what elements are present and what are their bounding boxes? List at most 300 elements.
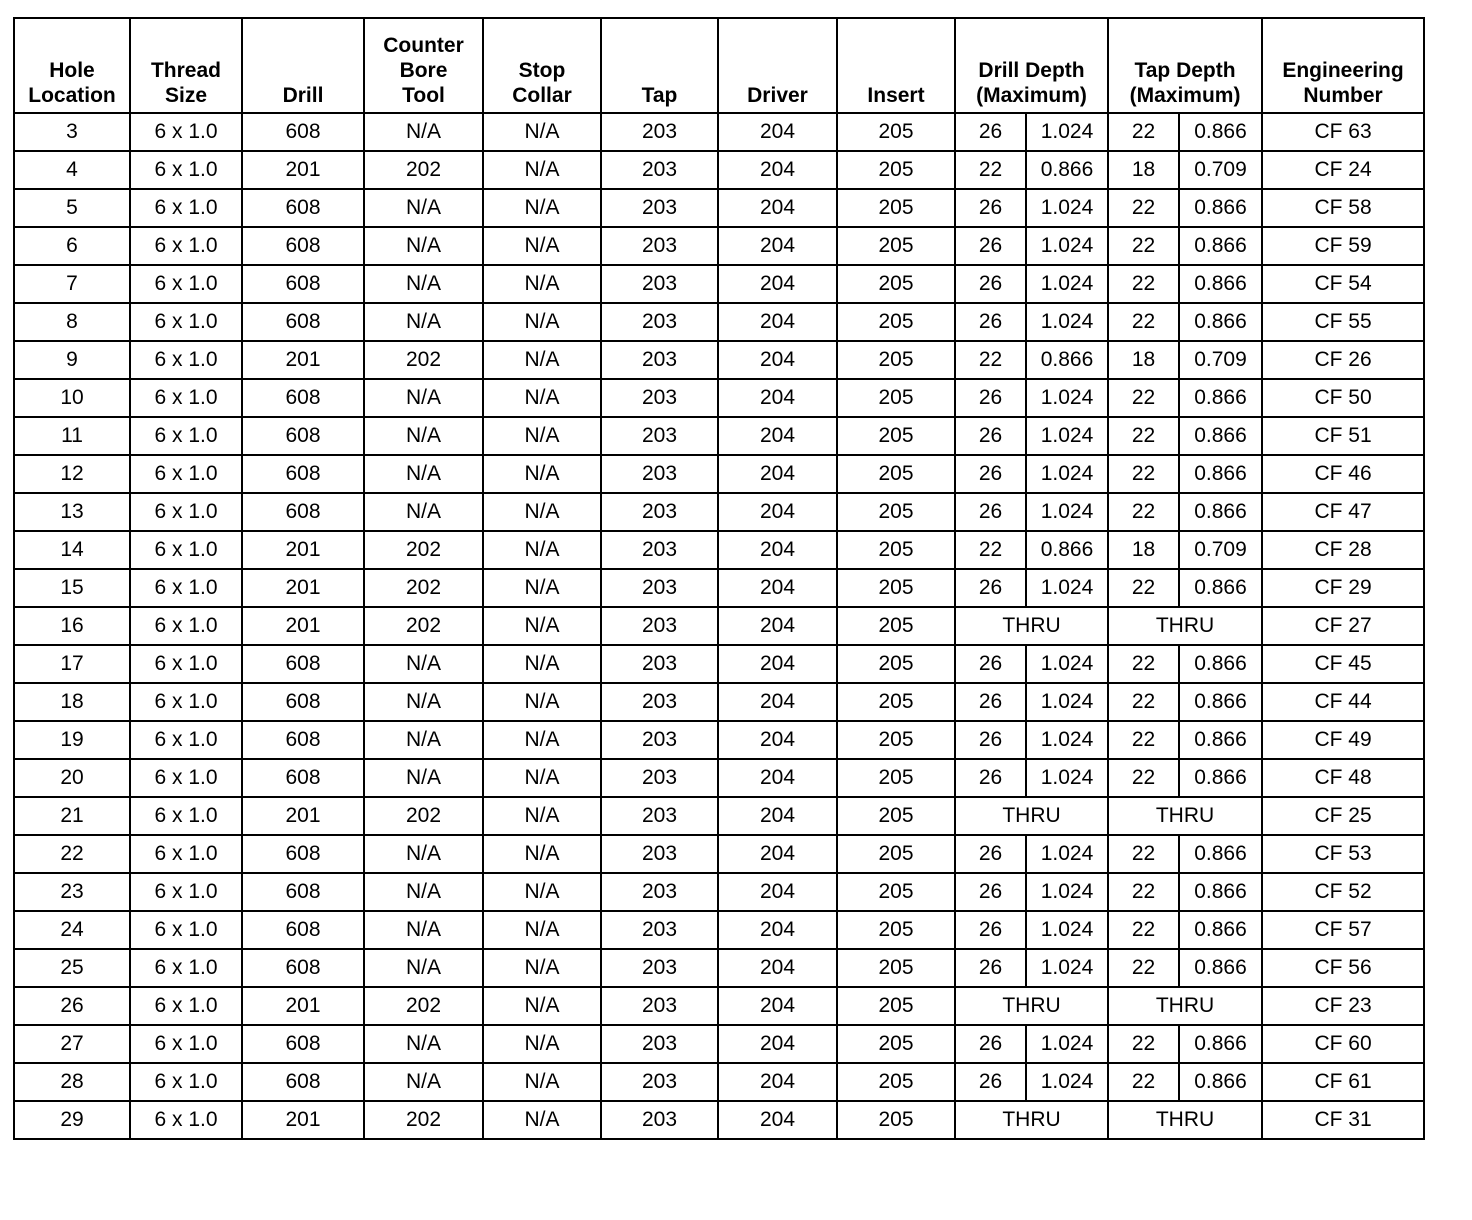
thread-size-cell: 6 x 1.0 [130,987,242,1025]
counter-bore-tool-cell: 202 [364,987,483,1025]
tap-depth-mm-cell: 18 [1108,341,1179,379]
engineering-number-cell: CF 31 [1262,1101,1424,1139]
counter-bore-tool-cell: N/A [364,721,483,759]
tap-depth-in-cell: 0.866 [1179,835,1262,873]
hole-location-cell: 17 [14,645,130,683]
table-header [14,18,1424,113]
tap-cell: 203 [601,303,718,341]
engineering-number-cell: CF 61 [1262,1063,1424,1101]
tap-depth-in-cell: 0.866 [1179,1063,1262,1101]
tap-cell: 203 [601,1063,718,1101]
column-header-drill-depth [955,18,1108,113]
counter-bore-tool-cell: N/A [364,379,483,417]
tap-depth-mm-cell: 22 [1108,911,1179,949]
tap-depth-in-cell: 0.866 [1179,645,1262,683]
drill-depth-in-cell: 1.024 [1026,645,1108,683]
tap-depth-in-cell: 0.866 [1179,873,1262,911]
counter-bore-tool-cell: N/A [364,417,483,455]
insert-cell: 205 [837,683,955,721]
drill-cell: 608 [242,493,364,531]
counter-bore-tool-cell: N/A [364,265,483,303]
engineering-number-cell: CF 59 [1262,227,1424,265]
drill-cell: 201 [242,151,364,189]
engineering-number-cell: CF 53 [1262,835,1424,873]
header-line: (Maximum) [976,84,1087,107]
insert-cell: 205 [837,1063,955,1101]
drill-depth-mm-cell: 26 [955,1025,1026,1063]
tap-depth-mm-cell: 22 [1108,683,1179,721]
driver-cell: 204 [718,455,837,493]
engineering-number-cell: CF 60 [1262,1025,1424,1063]
hole-location-cell: 11 [14,417,130,455]
drill-depth-mm-cell: 26 [955,683,1026,721]
column-header-tap-depth [1108,18,1262,113]
hole-location-cell: 24 [14,911,130,949]
tap-depth-mm-cell: 18 [1108,151,1179,189]
thread-size-cell: 6 x 1.0 [130,341,242,379]
table-row [14,911,1424,949]
insert-cell: 205 [837,911,955,949]
tap-depth-mm-cell: 22 [1108,759,1179,797]
driver-cell: 204 [718,759,837,797]
engineering-number-cell: CF 27 [1262,607,1424,645]
stop-collar-cell: N/A [483,683,601,721]
engineering-number-cell: CF 29 [1262,569,1424,607]
tap-cell: 203 [601,151,718,189]
drill-depth-in-cell: 1.024 [1026,683,1108,721]
drill-cell: 608 [242,911,364,949]
tap-cell: 203 [601,949,718,987]
table-row [14,873,1424,911]
tap-depth-mm-cell: 22 [1108,303,1179,341]
thread-size-cell: 6 x 1.0 [130,797,242,835]
counter-bore-tool-cell: N/A [364,645,483,683]
drill-depth-mm-cell: 26 [955,265,1026,303]
drill-depth-mm-cell: 26 [955,455,1026,493]
insert-cell: 205 [837,569,955,607]
tap-cell: 203 [601,1025,718,1063]
stop-collar-cell: N/A [483,113,601,151]
drill-depth-mm-cell: 26 [955,835,1026,873]
drill-cell: 608 [242,683,364,721]
thread-size-cell: 6 x 1.0 [130,113,242,151]
driver-cell: 204 [718,113,837,151]
drill-depth-in-cell: 1.024 [1026,113,1108,151]
tap-depth-mm-cell: 22 [1108,113,1179,151]
table-row [14,1025,1424,1063]
drill-cell: 201 [242,531,364,569]
table-row [14,493,1424,531]
tap-depth-mm-cell: 22 [1108,379,1179,417]
table-row [14,113,1424,151]
drill-depth-in-cell: 1.024 [1026,303,1108,341]
insert-cell: 205 [837,949,955,987]
drill-depth-mm-cell: 26 [955,303,1026,341]
table-row [14,797,1424,835]
hole-location-cell: 14 [14,531,130,569]
counter-bore-tool-cell: N/A [364,1063,483,1101]
stop-collar-cell: N/A [483,1025,601,1063]
table-row [14,607,1424,645]
driver-cell: 204 [718,645,837,683]
tooling-spec-table [13,17,1425,1140]
tap-cell: 203 [601,379,718,417]
stop-collar-cell: N/A [483,1063,601,1101]
insert-cell: 205 [837,607,955,645]
insert-cell: 205 [837,873,955,911]
drill-cell: 608 [242,645,364,683]
driver-cell: 204 [718,417,837,455]
tap-depth-in-cell: 0.866 [1179,911,1262,949]
stop-collar-cell: N/A [483,911,601,949]
tap-depth-in-cell: 0.866 [1179,721,1262,759]
hole-location-cell: 16 [14,607,130,645]
header-line: Tool [402,84,445,107]
counter-bore-tool-cell: 202 [364,569,483,607]
hole-location-cell: 8 [14,303,130,341]
drill-cell: 608 [242,1025,364,1063]
column-header-cbore [364,18,483,113]
tap-cell: 203 [601,227,718,265]
drill-cell: 608 [242,303,364,341]
table-row [14,379,1424,417]
insert-cell: 205 [837,645,955,683]
table-row [14,721,1424,759]
hole-location-cell: 12 [14,455,130,493]
thread-size-cell: 6 x 1.0 [130,151,242,189]
header-line: Collar [512,84,572,107]
tap-depth-in-cell: 0.866 [1179,1025,1262,1063]
tap-depth-mm-cell: 22 [1108,873,1179,911]
tap-cell: 203 [601,607,718,645]
drill-depth-in-cell: 1.024 [1026,569,1108,607]
drill-cell: 201 [242,797,364,835]
table-row [14,303,1424,341]
drill-depth-in-cell: 1.024 [1026,265,1108,303]
tap-cell: 203 [601,987,718,1025]
drill-cell: 608 [242,835,364,873]
counter-bore-tool-cell: N/A [364,683,483,721]
hole-location-cell: 27 [14,1025,130,1063]
drill-cell: 608 [242,417,364,455]
drill-cell: 608 [242,227,364,265]
drill-depth-mm-cell: 26 [955,873,1026,911]
drill-cell: 608 [242,721,364,759]
table-row [14,987,1424,1025]
drill-depth-mm-cell: 26 [955,417,1026,455]
stop-collar-cell: N/A [483,417,601,455]
stop-collar-cell: N/A [483,949,601,987]
hole-location-cell: 26 [14,987,130,1025]
thread-size-cell: 6 x 1.0 [130,265,242,303]
tap-depth-mm-cell: 22 [1108,835,1179,873]
drill-cell: 608 [242,759,364,797]
stop-collar-cell: N/A [483,531,601,569]
drill-cell: 608 [242,873,364,911]
hole-location-cell: 3 [14,113,130,151]
driver-cell: 204 [718,1025,837,1063]
hole-location-cell: 28 [14,1063,130,1101]
tap-cell: 203 [601,417,718,455]
drill-depth-mm-cell: 26 [955,227,1026,265]
counter-bore-tool-cell: N/A [364,759,483,797]
tap-depth-in-cell: 0.866 [1179,417,1262,455]
stop-collar-cell: N/A [483,265,601,303]
insert-cell: 205 [837,341,955,379]
drill-depth-mm-cell: 26 [955,113,1026,151]
drill-depth-in-cell: 1.024 [1026,417,1108,455]
engineering-number-cell: CF 51 [1262,417,1424,455]
tap-depth-mm-cell: 22 [1108,721,1179,759]
tap-depth-thru-cell: THRU [1108,987,1262,1025]
driver-cell: 204 [718,531,837,569]
driver-cell: 204 [718,493,837,531]
counter-bore-tool-cell: 202 [364,151,483,189]
hole-location-cell: 15 [14,569,130,607]
table-row [14,759,1424,797]
table-row [14,569,1424,607]
drill-depth-thru-cell: THRU [955,1101,1108,1139]
drill-depth-thru-cell: THRU [955,607,1108,645]
engineering-number-cell: CF 55 [1262,303,1424,341]
drill-depth-in-cell: 1.024 [1026,1025,1108,1063]
drill-depth-mm-cell: 22 [955,341,1026,379]
counter-bore-tool-cell: N/A [364,493,483,531]
drill-cell: 201 [242,607,364,645]
column-header-eng [1262,18,1424,113]
thread-size-cell: 6 x 1.0 [130,379,242,417]
stop-collar-cell: N/A [483,455,601,493]
drill-depth-in-cell: 0.866 [1026,341,1108,379]
hole-location-cell: 6 [14,227,130,265]
engineering-number-cell: CF 56 [1262,949,1424,987]
tap-depth-in-cell: 0.866 [1179,683,1262,721]
insert-cell: 205 [837,455,955,493]
table-row [14,265,1424,303]
thread-size-cell: 6 x 1.0 [130,189,242,227]
column-header-insert [837,18,955,113]
header-line: Tap Depth [1134,59,1236,82]
thread-size-cell: 6 x 1.0 [130,873,242,911]
tap-cell: 203 [601,265,718,303]
thread-size-cell: 6 x 1.0 [130,303,242,341]
tap-depth-mm-cell: 18 [1108,531,1179,569]
tap-cell: 203 [601,531,718,569]
driver-cell: 204 [718,189,837,227]
tap-depth-in-cell: 0.709 [1179,151,1262,189]
drill-cell: 608 [242,1063,364,1101]
column-header-driver [718,18,837,113]
engineering-number-cell: CF 58 [1262,189,1424,227]
stop-collar-cell: N/A [483,227,601,265]
tap-cell: 203 [601,493,718,531]
hole-location-cell: 20 [14,759,130,797]
drill-cell: 201 [242,569,364,607]
header-line: Hole [49,59,95,82]
stop-collar-cell: N/A [483,873,601,911]
tap-depth-mm-cell: 22 [1108,417,1179,455]
header-line: Counter [383,34,464,57]
drill-cell: 608 [242,113,364,151]
table-row [14,645,1424,683]
engineering-number-cell: CF 46 [1262,455,1424,493]
table-row [14,227,1424,265]
counter-bore-tool-cell: 202 [364,607,483,645]
stop-collar-cell: N/A [483,569,601,607]
driver-cell: 204 [718,379,837,417]
header-line: Size [164,84,208,107]
drill-depth-in-cell: 1.024 [1026,949,1108,987]
tap-cell: 203 [601,569,718,607]
counter-bore-tool-cell: N/A [364,835,483,873]
insert-cell: 205 [837,379,955,417]
insert-cell: 205 [837,303,955,341]
tap-cell: 203 [601,721,718,759]
counter-bore-tool-cell: 202 [364,341,483,379]
header-line: Thread [150,59,221,82]
tap-cell: 203 [601,113,718,151]
insert-cell: 205 [837,987,955,1025]
table-row [14,189,1424,227]
engineering-number-cell: CF 26 [1262,341,1424,379]
tap-cell: 203 [601,759,718,797]
drill-depth-in-cell: 1.024 [1026,721,1108,759]
stop-collar-cell: N/A [483,493,601,531]
table-row [14,341,1424,379]
drill-depth-in-cell: 1.024 [1026,911,1108,949]
engineering-number-cell: CF 25 [1262,797,1424,835]
table-row [14,151,1424,189]
table-row [14,1101,1424,1139]
thread-size-cell: 6 x 1.0 [130,683,242,721]
tap-depth-mm-cell: 22 [1108,645,1179,683]
tap-depth-in-cell: 0.709 [1179,341,1262,379]
drill-depth-in-cell: 1.024 [1026,189,1108,227]
header-line: Bore [399,59,448,82]
thread-size-cell: 6 x 1.0 [130,1025,242,1063]
table-row [14,1063,1424,1101]
thread-size-cell: 6 x 1.0 [130,531,242,569]
counter-bore-tool-cell: N/A [364,455,483,493]
thread-size-cell: 6 x 1.0 [130,493,242,531]
engineering-number-cell: CF 54 [1262,265,1424,303]
thread-size-cell: 6 x 1.0 [130,569,242,607]
tap-cell: 203 [601,797,718,835]
drill-cell: 608 [242,379,364,417]
hole-location-cell: 18 [14,683,130,721]
drill-depth-mm-cell: 26 [955,645,1026,683]
table-row [14,417,1424,455]
tap-depth-mm-cell: 22 [1108,265,1179,303]
drill-depth-mm-cell: 26 [955,759,1026,797]
drill-depth-in-cell: 1.024 [1026,1063,1108,1101]
thread-size-cell: 6 x 1.0 [130,227,242,265]
engineering-number-cell: CF 23 [1262,987,1424,1025]
tap-depth-mm-cell: 22 [1108,949,1179,987]
insert-cell: 205 [837,227,955,265]
insert-cell: 205 [837,113,955,151]
stop-collar-cell: N/A [483,189,601,227]
engineering-number-cell: CF 48 [1262,759,1424,797]
insert-cell: 205 [837,417,955,455]
header-line: Location [28,84,116,107]
tap-cell: 203 [601,835,718,873]
tap-depth-mm-cell: 22 [1108,455,1179,493]
insert-cell: 205 [837,1101,955,1139]
header-line: Driver [747,84,808,107]
counter-bore-tool-cell: N/A [364,303,483,341]
counter-bore-tool-cell: 202 [364,797,483,835]
driver-cell: 204 [718,797,837,835]
hole-location-cell: 13 [14,493,130,531]
drill-depth-thru-cell: THRU [955,797,1108,835]
driver-cell: 204 [718,227,837,265]
tap-depth-mm-cell: 22 [1108,189,1179,227]
tap-depth-in-cell: 0.866 [1179,303,1262,341]
tap-depth-in-cell: 0.709 [1179,531,1262,569]
drill-cell: 201 [242,987,364,1025]
driver-cell: 204 [718,1063,837,1101]
drill-depth-mm-cell: 26 [955,493,1026,531]
hole-location-cell: 29 [14,1101,130,1139]
drill-depth-in-cell: 0.866 [1026,531,1108,569]
drill-depth-mm-cell: 22 [955,531,1026,569]
hole-location-cell: 5 [14,189,130,227]
drill-cell: 608 [242,265,364,303]
header-line: Engineering [1282,59,1404,82]
drill-depth-in-cell: 1.024 [1026,227,1108,265]
tap-depth-in-cell: 0.866 [1179,113,1262,151]
engineering-number-cell: CF 63 [1262,113,1424,151]
drill-depth-mm-cell: 22 [955,151,1026,189]
insert-cell: 205 [837,493,955,531]
header-line: Stop [518,59,566,82]
tap-depth-mm-cell: 22 [1108,1063,1179,1101]
tap-cell: 203 [601,911,718,949]
insert-cell: 205 [837,151,955,189]
thread-size-cell: 6 x 1.0 [130,721,242,759]
tap-cell: 203 [601,455,718,493]
header-line: (Maximum) [1129,84,1241,107]
hole-location-cell: 19 [14,721,130,759]
counter-bore-tool-cell: 202 [364,1101,483,1139]
drill-depth-in-cell: 1.024 [1026,835,1108,873]
tap-depth-in-cell: 0.866 [1179,189,1262,227]
header-line: Insert [867,84,925,107]
drill-cell: 608 [242,949,364,987]
hole-location-cell: 25 [14,949,130,987]
stop-collar-cell: N/A [483,303,601,341]
insert-cell: 205 [837,759,955,797]
header-line: Drill Depth [978,59,1085,82]
tap-depth-in-cell: 0.866 [1179,493,1262,531]
insert-cell: 205 [837,531,955,569]
stop-collar-cell: N/A [483,721,601,759]
counter-bore-tool-cell: N/A [364,189,483,227]
driver-cell: 204 [718,303,837,341]
column-header-tap [601,18,718,113]
tap-depth-in-cell: 0.866 [1179,227,1262,265]
tap-depth-thru-cell: THRU [1108,607,1262,645]
counter-bore-tool-cell: N/A [364,873,483,911]
tap-cell: 203 [601,341,718,379]
driver-cell: 204 [718,721,837,759]
stop-collar-cell: N/A [483,987,601,1025]
engineering-number-cell: CF 24 [1262,151,1424,189]
stop-collar-cell: N/A [483,607,601,645]
drill-cell: 201 [242,1101,364,1139]
hole-location-cell: 23 [14,873,130,911]
